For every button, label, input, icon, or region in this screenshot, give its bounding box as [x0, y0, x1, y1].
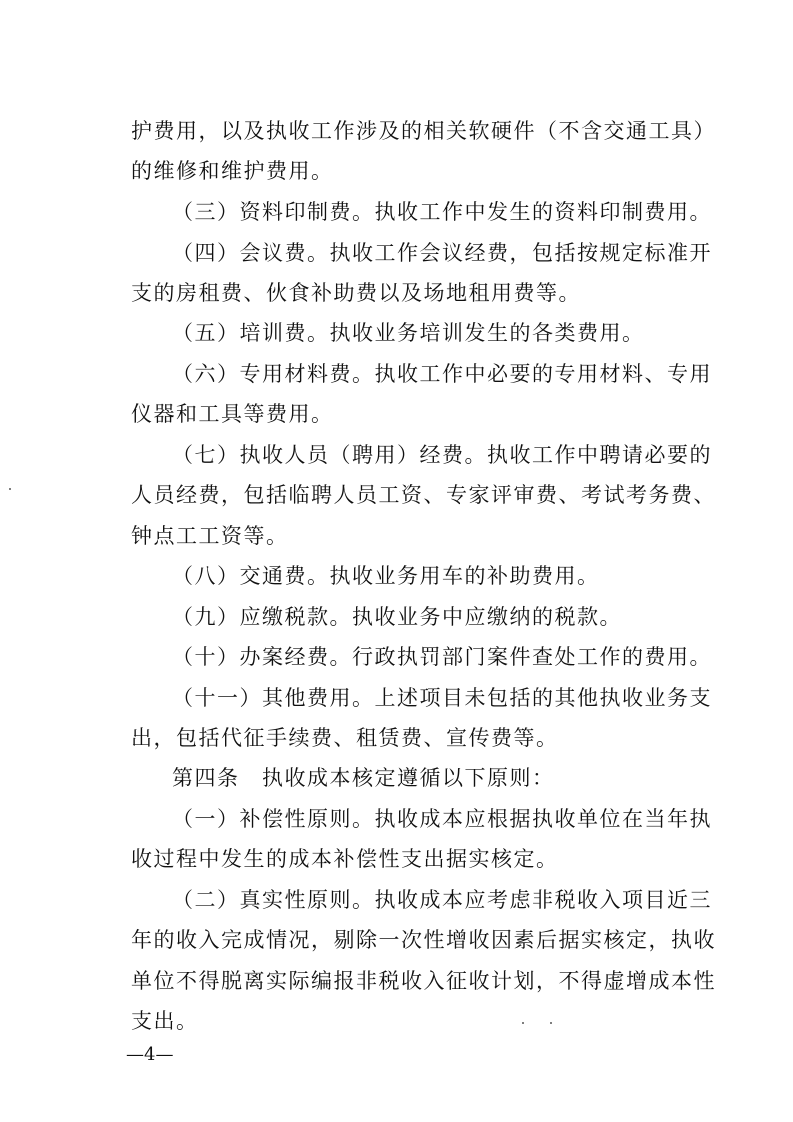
text-line: （一）补偿性原则。执收成本应根据执收单位在当年执 — [172, 807, 712, 831]
text-line: （九）应缴税款。执收业务中应缴纳的税款。 — [172, 605, 622, 629]
scan-speck — [9, 488, 11, 490]
text-line: 的维修和维护费用。 — [131, 159, 334, 183]
text-line: 年的收入完成情况，剔除一次性增收因素后据实核定，执收 — [131, 928, 716, 952]
text-line: （四）会议费。执收工作会议经费，包括按规定标准开 — [172, 241, 712, 265]
page-number: —4— — [126, 1044, 174, 1065]
text-line: （三）资料印制费。执收工作中发生的资料印制费用。 — [172, 200, 712, 224]
text-line: 收过程中发生的成本补偿性支出据实核定。 — [131, 847, 559, 871]
text-line: （七）执收人员（聘用）经费。执收工作中聘请必要的 — [172, 443, 712, 467]
text-line: 出，包括代征手续费、租赁费、宣传费等。 — [131, 726, 559, 750]
text-line: （十一）其他费用。上述项目未包括的其他执收业务支 — [172, 686, 712, 710]
text-line: 人员经费，包括临聘人员工资、专家评审费、考试考务费、 — [131, 483, 716, 507]
text-line: 支的房租费、伙食补助费以及场地租用费等。 — [131, 281, 581, 305]
article-heading: 第四条 执收成本核定遵循以下原则： — [172, 766, 555, 790]
text-line: 钟点工工资等。 — [131, 524, 289, 548]
text-line: 护费用，以及执收工作涉及的相关软硬件（不含交通工具） — [131, 119, 716, 143]
text-line: （十）办案经费。行政执罚部门案件查处工作的费用。 — [172, 645, 712, 669]
text-line: 支出。 — [131, 1009, 199, 1033]
scan-speck — [522, 1022, 524, 1024]
text-line: （二）真实性原则。执收成本应考虑非税收入项目近三 — [172, 888, 712, 912]
text-line: 仪器和工具等费用。 — [131, 402, 334, 426]
text-line: （五）培训费。执收业务培训发生的各类费用。 — [172, 321, 645, 345]
text-line: （六）专用材料费。执收工作中必要的专用材料、专用 — [172, 362, 712, 386]
scan-speck — [550, 1022, 552, 1024]
text-line: 单位不得脱离实际编报非税收入征收计划，不得虚增成本性 — [131, 969, 716, 993]
text-line: （八）交通费。执收业务用车的补助费用。 — [172, 564, 600, 588]
